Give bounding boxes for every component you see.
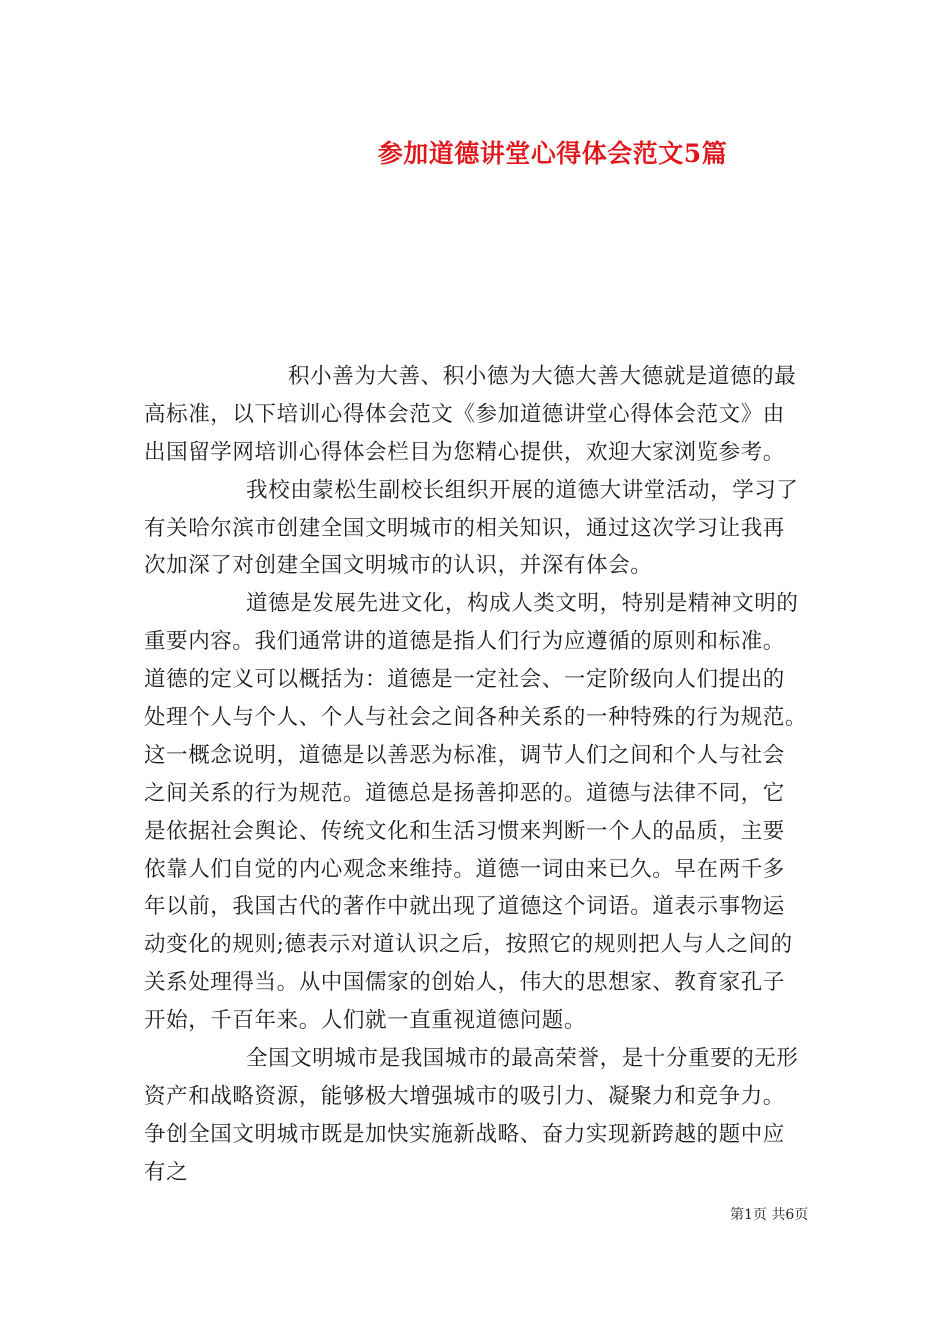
paragraph-line: 依靠人们自觉的内心观念来维持。道德一词由来已久。早在两千多 <box>144 856 785 882</box>
paragraph-line: 动变化的规则;德表示对道认识之后，按照它的规则把人与人之间的 <box>144 932 793 958</box>
paragraph-line: 资产和战略资源，能够极大增强城市的吸引力、凝聚力和竞争力。 <box>144 1083 785 1109</box>
paragraph-line: 之间关系的行为规范。道德总是扬善抑恶的。道德与法律不同，它 <box>144 780 785 806</box>
document-title: 参加道德讲堂心得体会范文5篇 <box>377 139 728 168</box>
paragraph-line: 年以前，我国古代的著作中就出现了道德这个词语。道表示事物运 <box>144 894 785 920</box>
page-number: 第1页 共6页 <box>730 1207 809 1223</box>
paragraph-line: 处理个人与个人、个人与社会之间各种关系的一种特殊的行为规范。 <box>144 705 808 731</box>
paragraph-line: 积小善为大善、积小德为大德大善大德就是道德的最 <box>288 364 797 389</box>
paragraph-line: 有关哈尔滨市创建全国文明城市的相关知识，通过这次学习让我再 <box>144 515 785 541</box>
paragraph-line: 是依据社会舆论、传统文化和生活习惯来判断一个人的品质，主要 <box>144 818 785 844</box>
paragraph-line: 道德的定义可以概括为：道德是一定社会、一定阶级向人们提出的 <box>144 667 785 693</box>
paragraph-line: 道德是发展先进文化，构成人类文明，特别是精神文明的 <box>246 591 799 617</box>
paragraph-line: 这一概念说明，道德是以善恶为标准，调节人们之间和个人与社会 <box>144 742 785 768</box>
paragraph-line: 开始，千百年来。人们就一直重视道德问题。 <box>144 1008 587 1034</box>
paragraph-line: 次加深了对创建全国文明城市的认识，并深有体会。 <box>144 553 653 579</box>
paragraph-line: 高标准，以下培训心得体会范文《参加道德讲堂心得体会范文》由 <box>144 401 785 427</box>
document-body <box>144 358 812 1192</box>
paragraph-line: 重要内容。我们通常讲的道德是指人们行为应遵循的原则和标准。 <box>144 629 785 655</box>
paragraph-line: 争创全国文明城市既是加快实施新战略、奋力实现新跨越的题中应 <box>144 1121 785 1147</box>
paragraph-line: 关系处理得当。从中国儒家的创始人，伟大的思想家、教育家孔子 <box>144 970 785 996</box>
paragraph-line: 有之 <box>144 1159 189 1185</box>
paragraph-line: 全国文明城市是我国城市的最高荣誉，是十分重要的无形 <box>246 1046 799 1072</box>
paragraph-line: 出国留学网培训心得体会栏目为您精心提供，欢迎大家浏览参考。 <box>144 439 785 465</box>
paragraph-line: 我校由蒙松生副校长组织开展的道德大讲堂活动，学习了 <box>246 477 799 503</box>
